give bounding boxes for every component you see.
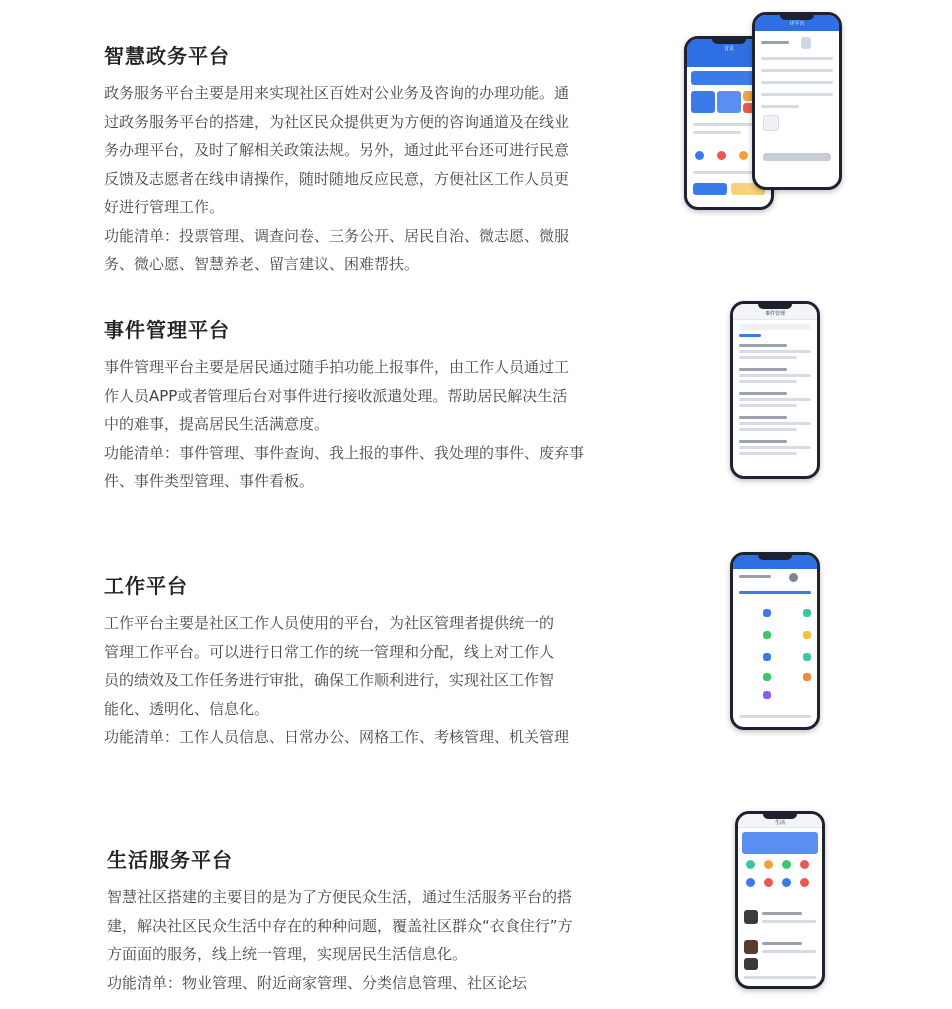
text-line: 务、微心愿、智慧养老、留言建议、困难帮扶。 bbox=[104, 255, 420, 273]
service-icon bbox=[764, 878, 773, 887]
list-item-text bbox=[739, 356, 797, 359]
feature-tile bbox=[717, 91, 741, 113]
tab-row bbox=[739, 591, 811, 594]
section-gov bbox=[104, 40, 664, 279]
app-header-title: 首页 bbox=[723, 46, 734, 52]
text-line: 功能清单：工作人员信息、日常办公、网格工作、考核管理、机关管理 bbox=[104, 728, 570, 746]
list-item-text bbox=[739, 404, 797, 407]
post-thumbnail bbox=[744, 958, 758, 970]
service-icon bbox=[739, 151, 748, 160]
section-description bbox=[104, 353, 664, 439]
content-row bbox=[693, 131, 741, 134]
text-line: 员的绩效及工作任务进行审批，确保工作顺利进行，实现社区工作智 bbox=[104, 671, 555, 689]
section-title: 事件管理平台 bbox=[104, 318, 230, 342]
section-life bbox=[107, 844, 667, 997]
service-icon bbox=[800, 878, 809, 887]
user-row bbox=[739, 575, 771, 578]
service-icon bbox=[764, 860, 773, 869]
service-icon bbox=[695, 151, 704, 160]
form-row bbox=[761, 81, 833, 84]
store-row bbox=[762, 912, 802, 915]
text-line: 功能清单：投票管理、调查问卷、三务公开、居民自治、微志愿、微服 bbox=[104, 226, 570, 245]
list-item-title bbox=[739, 368, 787, 371]
avatar bbox=[789, 573, 798, 582]
bottom-nav bbox=[739, 715, 811, 718]
form-row bbox=[761, 105, 799, 108]
form-row bbox=[761, 69, 833, 72]
phone-notch bbox=[780, 15, 814, 20]
form-row bbox=[761, 57, 833, 60]
app-header-title: 详平台 bbox=[789, 21, 805, 27]
section-event bbox=[104, 314, 664, 496]
section-work bbox=[104, 570, 664, 752]
feature-list bbox=[107, 969, 667, 998]
list-item-text bbox=[739, 398, 811, 401]
list-item-title bbox=[739, 344, 787, 347]
text-line: 过政务服务平台的搭建，为社区民众提供更为方便的咨询通道及在线业 bbox=[104, 112, 570, 131]
feature-list bbox=[104, 723, 664, 752]
submit-button bbox=[763, 153, 831, 161]
service-icon bbox=[746, 878, 755, 887]
stat-icon bbox=[763, 691, 771, 699]
list-item-title bbox=[739, 416, 787, 419]
text-line: 件、事件类型管理、事件看板。 bbox=[104, 472, 315, 490]
phone-notch bbox=[763, 814, 797, 819]
text-line: 反馈及志愿者在线申请操作，随时随地反应民意，方便社区工作人员更 bbox=[104, 169, 570, 188]
app-header-title: 事件管理 bbox=[764, 311, 785, 317]
avatar bbox=[801, 37, 811, 49]
phone-notch bbox=[712, 39, 746, 44]
bottom-nav bbox=[744, 976, 816, 979]
list-item-title bbox=[739, 392, 787, 395]
section-title: 工作平台 bbox=[104, 574, 188, 598]
list-item-text bbox=[739, 380, 797, 383]
phone-mockup-event bbox=[730, 301, 820, 479]
list-item-text bbox=[739, 428, 797, 431]
stat-icon bbox=[763, 673, 771, 681]
section-description bbox=[107, 883, 667, 969]
section-title: 生活服务平台 bbox=[107, 848, 233, 872]
section-description bbox=[104, 609, 664, 723]
stat-icon bbox=[763, 653, 771, 661]
app-header-title: 生活 bbox=[774, 820, 785, 826]
text-line: 管理工作平台。可以进行日常工作的统一管理和分配，线上对工作人 bbox=[104, 642, 555, 661]
form-row bbox=[761, 41, 789, 44]
feature-list bbox=[104, 222, 664, 279]
banner-image bbox=[742, 832, 818, 854]
phone-notch bbox=[758, 304, 792, 309]
form-row bbox=[761, 93, 833, 96]
list-item-text bbox=[739, 446, 811, 449]
list-item-text bbox=[739, 422, 811, 425]
store-thumbnail bbox=[744, 910, 758, 924]
filter-row bbox=[739, 334, 761, 337]
text-line: 建，解决社区民众生活中存在的种种问题，覆盖社区群众“衣食住行”方 bbox=[107, 916, 573, 935]
search-bar bbox=[739, 324, 811, 330]
text-line: 功能清单：事件管理、事件查询、我上报的事件、我处理的事件、废弃事 bbox=[104, 443, 585, 462]
service-icon bbox=[782, 860, 791, 869]
service-icon bbox=[800, 860, 809, 869]
text-line: 政务服务平台主要是用来实现社区百姓对公业务及咨询的办理功能。通 bbox=[104, 84, 570, 102]
text-line: 工作平台主要是社区工作人员使用的平台，为社区管理者提供统一的 bbox=[104, 614, 555, 632]
text-line: 功能清单：物业管理、附近商家管理、分类信息管理、社区论坛 bbox=[107, 973, 528, 992]
phone-mockup-gov-back bbox=[752, 12, 842, 190]
post-row bbox=[762, 942, 802, 945]
list-item-text bbox=[739, 374, 811, 377]
post-thumbnail bbox=[744, 940, 758, 954]
stat-icon bbox=[803, 673, 811, 681]
text-line: 务办理平台，及时了解相关政策法规。另外，通过此平台还可进行民意 bbox=[104, 141, 570, 159]
stat-icon bbox=[803, 631, 811, 639]
text-line: 好进行管理工作。 bbox=[104, 198, 225, 216]
feature-tile bbox=[691, 91, 715, 113]
text-line: 中的难事，提高居民生活满意度。 bbox=[104, 415, 330, 433]
service-icon bbox=[717, 151, 726, 160]
service-icon bbox=[782, 878, 791, 887]
phone-mockup-work bbox=[730, 552, 820, 730]
phone-notch bbox=[758, 555, 792, 560]
action-button bbox=[693, 183, 727, 195]
text-line: 方面面的服务，线上统一管理，实现居民生活信息化。 bbox=[107, 945, 468, 963]
text-line: 事件管理平台主要是居民通过随手拍功能上报事件，由工作人员通过工 bbox=[104, 358, 570, 376]
store-row bbox=[762, 920, 816, 923]
list-item-text bbox=[739, 350, 811, 353]
stat-icon bbox=[803, 609, 811, 617]
post-row bbox=[762, 950, 816, 953]
stat-icon bbox=[803, 653, 811, 661]
phone-mockup-life bbox=[735, 811, 825, 989]
text-line: 能化、透明化、信息化。 bbox=[104, 699, 270, 718]
stat-icon bbox=[763, 631, 771, 639]
text-line: 智慧社区搭建的主要目的是为了方便民众生活，通过生活服务平台的搭 bbox=[107, 888, 573, 906]
list-item-text bbox=[739, 452, 797, 455]
upload-box bbox=[763, 115, 779, 131]
section-title: 智慧政务平台 bbox=[104, 44, 230, 68]
section-description bbox=[104, 79, 664, 222]
service-icon bbox=[746, 860, 755, 869]
list-item-title bbox=[739, 440, 787, 443]
text-line: 作人员APP或者管理后台对事件进行接收派遣处理。帮助居民解决生活 bbox=[104, 386, 568, 405]
stat-icon bbox=[763, 609, 771, 617]
feature-list bbox=[104, 439, 664, 496]
